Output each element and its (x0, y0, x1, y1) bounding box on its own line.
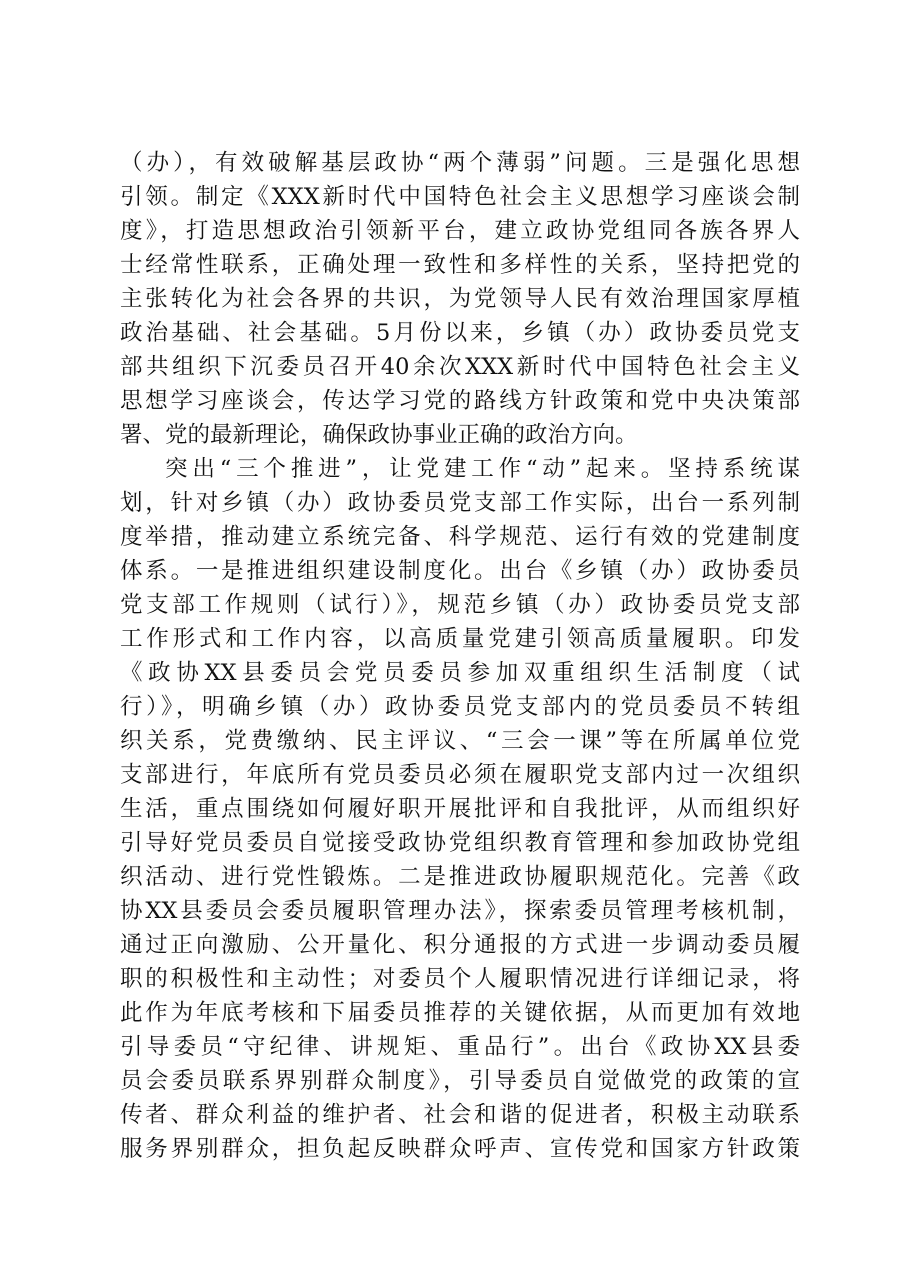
text-line: 度》，打造思想政治引领新平台，建立政协党组同各族各界人 (120, 218, 800, 244)
text-line: 划，针对乡镇（办）政协委员党支部工作实际，出台一系列制 (120, 490, 800, 516)
text-line: 行）》，明确乡镇（办）政协委员党支部内的党员委员不转组 (120, 694, 800, 720)
text-line: 生活，重点围绕如何履好职开展批评和自我批评，从而组织好 (120, 796, 800, 822)
paragraph-first-line: 突出“三个推进”，让党建工作“动”起来。坚持系统谋 (165, 456, 800, 482)
body-text (120, 146, 800, 1166)
text-line: 通过正向激励、公开量化、积分通报的方式进一步调动委员履 (120, 932, 800, 958)
text-line: 政治基础、社会基础。5月份以来，乡镇（办）政协委员党支 (120, 320, 800, 346)
text-line: 思想学习座谈会，传达学习党的路线方针政策和党中央决策部 (120, 388, 800, 414)
text-line: 署、党的最新理论，确保政协事业正确的政治方向。 (120, 422, 638, 448)
text-line: 员会委员联系界别群众制度》，引导委员自觉做党的政策的宣 (120, 1068, 800, 1094)
text-line: 体系。一是推进组织建设制度化。出台《乡镇（办）政协委员 (120, 558, 800, 584)
text-line: 部共组织下沉委员召开40余次XXX新时代中国特色社会主义 (120, 354, 800, 380)
text-line: 协XX县委员会委员履职管理办法》，探索委员管理考核机制， (120, 898, 800, 924)
text-line: 士经常性联系，正确处理一致性和多样性的关系，坚持把党的 (120, 252, 800, 278)
text-line: 职的积极性和主动性；对委员个人履职情况进行详细记录，将 (120, 966, 800, 992)
text-line: 此作为年底考核和下届委员推荐的关键依据，从而更加有效地 (120, 1000, 800, 1026)
text-line: 织活动、进行党性锻炼。二是推进政协履职规范化。完善《政 (120, 864, 800, 890)
text-line: 工作形式和工作内容，以高质量党建引领高质量履职。印发 (120, 626, 800, 652)
text-line: 支部进行，年底所有党员委员必须在履职党支部内过一次组织 (120, 762, 800, 788)
text-line: 度举措，推动建立系统完备、科学规范、运行有效的党建制度 (120, 524, 800, 550)
text-line: 引导委员“守纪律、讲规矩、重品行”。出台《政协XX县委 (120, 1034, 800, 1060)
text-line: 织关系，党费缴纳、民主评议、“三会一课”等在所属单位党 (120, 728, 800, 754)
text-line: 引导好党员委员自觉接受政协党组织教育管理和参加政协党组 (120, 830, 800, 856)
text-line: 党支部工作规则（试行）》，规范乡镇（办）政协委员党支部 (120, 592, 800, 618)
text-line: 《政协XX县委员会党员委员参加双重组织生活制度（试 (120, 660, 800, 686)
text-line: 传者、群众利益的维护者、社会和谐的促进者，积极主动联系 (120, 1102, 800, 1128)
text-line: 主张转化为社会各界的共识，为党领导人民有效治理国家厚植 (120, 286, 800, 312)
text-line: （办），有效破解基层政协“两个薄弱”问题。三是强化思想 (120, 150, 800, 176)
text-line: 服务界别群众，担负起反映群众呼声、宣传党和国家方针政策 (120, 1136, 800, 1162)
text-line: 引领。制定《XXX新时代中国特色社会主义思想学习座谈会制 (120, 184, 800, 210)
